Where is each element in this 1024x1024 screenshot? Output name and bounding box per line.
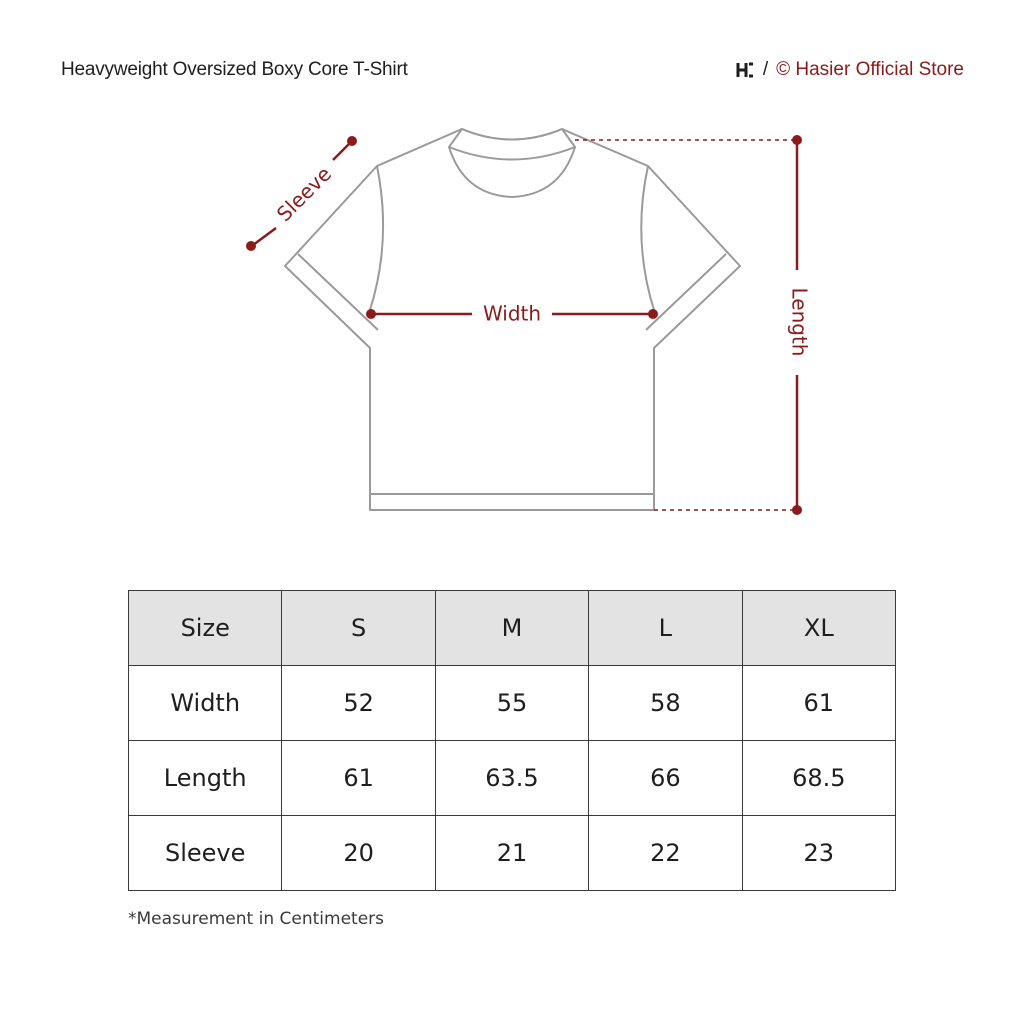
table-cell: 61 bbox=[742, 666, 895, 741]
table-cell: 55 bbox=[435, 666, 588, 741]
sleeve-endpoint-dot bbox=[246, 241, 256, 251]
table-header-cell: L bbox=[589, 591, 742, 666]
length-endpoint-dot bbox=[792, 505, 802, 515]
armhole-right bbox=[641, 166, 654, 310]
table-header-cell: XL bbox=[742, 591, 895, 666]
armhole-left bbox=[370, 166, 383, 310]
width-measurement bbox=[366, 302, 658, 326]
row-label: Width bbox=[129, 666, 282, 741]
length-label: Length bbox=[787, 287, 812, 357]
table-cell: 63.5 bbox=[435, 741, 588, 816]
table-header-cell: S bbox=[282, 591, 435, 666]
table-cell: 20 bbox=[282, 816, 435, 891]
store-name: © Hasier Official Store bbox=[776, 59, 964, 80]
sleeve-measurement bbox=[246, 136, 357, 251]
tshirt-collar bbox=[449, 129, 575, 197]
table-cell: 58 bbox=[589, 666, 742, 741]
size-table bbox=[128, 590, 896, 891]
measurement-footnote: *Measurement in Centimeters bbox=[128, 909, 384, 929]
table-cell: 52 bbox=[282, 666, 435, 741]
table-row bbox=[129, 666, 896, 741]
product-title: Heavyweight Oversized Boxy Core T-Shirt bbox=[61, 59, 408, 80]
table-header-cell: M bbox=[435, 591, 588, 666]
length-endpoint-dot bbox=[792, 135, 802, 145]
row-label: Sleeve bbox=[129, 816, 282, 891]
table-header-row bbox=[129, 591, 896, 666]
sleeve-hem-left bbox=[298, 254, 378, 330]
length-measurement bbox=[575, 135, 812, 515]
width-label: Width bbox=[482, 301, 542, 326]
table-row bbox=[129, 741, 896, 816]
width-endpoint-dot bbox=[366, 309, 376, 319]
width-endpoint-dot bbox=[648, 309, 658, 319]
table-cell: 68.5 bbox=[742, 741, 895, 816]
sleeve-endpoint-dot bbox=[347, 136, 357, 146]
separator-slash: / bbox=[762, 59, 769, 80]
table-cell: 66 bbox=[589, 741, 742, 816]
tshirt-collar-inner bbox=[449, 147, 575, 160]
table-cell: 21 bbox=[435, 816, 588, 891]
sleeve-label: Sleeve bbox=[271, 161, 337, 227]
table-cell: 61 bbox=[282, 741, 435, 816]
table-header-cell: Size bbox=[129, 591, 282, 666]
row-label: Length bbox=[129, 741, 282, 816]
table-row bbox=[129, 816, 896, 891]
table-cell: 23 bbox=[742, 816, 895, 891]
table-cell: 22 bbox=[589, 816, 742, 891]
